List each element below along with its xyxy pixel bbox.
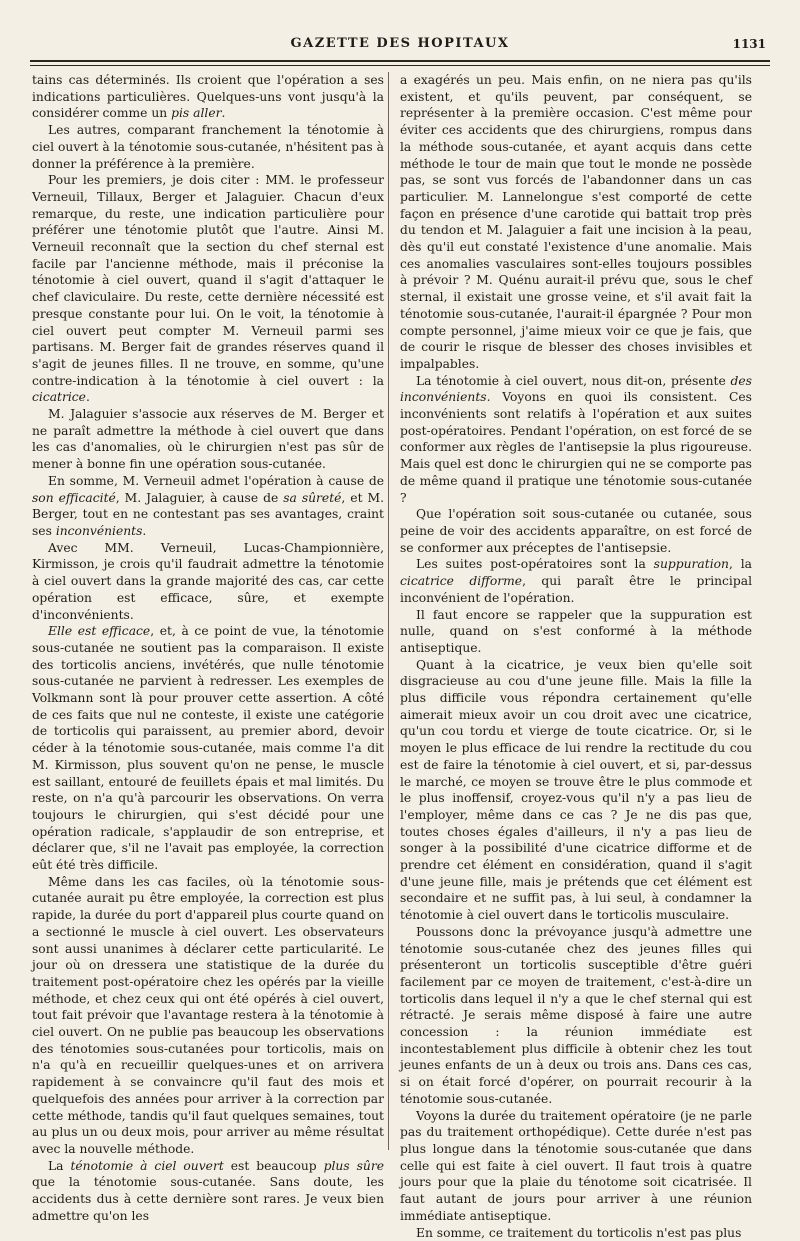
text-run: Que l'opération soit sous-cutanée ou cutanée, sous peine de voir des accidents apparaître, on est forcé de se conformer aux préceptes de l'antisepsie. bbox=[400, 507, 752, 555]
italic-text: inconvénients bbox=[55, 523, 143, 538]
text-run: . bbox=[142, 523, 147, 538]
text-run: Les autres, comparant franchement la ténotomie à ciel ouvert à la ténotomie sous-cutanée, n'hésitent pas à donner la préférence à la première. bbox=[32, 123, 384, 171]
paragraph bbox=[400, 373, 752, 507]
paragraph bbox=[32, 623, 384, 874]
text-run: Quant à la cicatrice, je veux bien qu'elle soit disgracieuse au cou d'une jeune fille. Mais la fille la plus difficile vous répondra certainement qu'elle aimerait mieux avoir un cou droit avec une cicatrice, qu'un cou tordu et vierge de toute cicatrice. Or, si le moyen le plus efficace de lui rendre la rectitude du cou est de faire la ténotomie à ciel ouvert, et si, par-dessus le marché, ce moyen se trouve être le plus commode et le plus inoffensif, croyez-vous qu'il n'y a pas lieu de l'employer, même dans ce cas ? Je ne dis pas que, toutes choses égales d'ailleurs, il n'y a pas lieu de songer à la possibilité d'une cicatrice difforme et de prendre cet élément en considération, quand il s'agit d'une jeune fille, mais je prétends que cet élément est secondaire et ne suffit pas, à lui seul, à condamner la ténotomie à ciel ouvert dans le torticolis musculaire. bbox=[400, 657, 752, 923]
page-number: 1131 bbox=[732, 37, 766, 51]
text-run: Pour les premiers, je dois citer : MM. le professeur Verneuil, Tillaux, Berger et Jalaguier. Chacun d'eux remarque, du reste, une indication particulière pour préférer une ténotomie plutôt que l'autre. Ainsi M. Verneuil reconnaît que la section du chef sternal est facile par l'ancienne méthode, mais il préconise la ténotomie à ciel ouvert, quand il s'agit d'attaquer le chef claviculaire. Du reste, cette dernière nécessité est presque constante pour lui. On le voit, la ténotomie à ciel ouvert peut compter M. Verneuil parmi ses partisans. M. Berger fait de grandes réserves quand il s'agit de jeunes filles. Il ne trouve, en somme, qu'une contre-indication à la ténotomie à ciel ouvert : la bbox=[32, 173, 384, 388]
text-run: Même dans les cas faciles, où la ténotomie sous-cutanée aurait pu être employée, la correction est plus rapide, la durée du port d'appareil plus courte quand on a sectionné le muscle à ciel ouvert. Les observateurs sont aussi unanimes à déclarer cette particularité. Le jour où on dressera une statistique de la durée du traitement post-opératoire chez les opérés par la vieille méthode, et chez ceux qui ont été opérés à ciel ouvert, tout fait prévoir que l'avantage restera à la ténotomie à ciel ouvert. On ne publie pas beaucoup les observations des ténotomies sous-cutanées pour torticolis, mais on n'a qu'à en recueillir quelques-unes et on arrivera rapidement à se convaincre qu'il faut des mois et quelquefois des années pour arriver à la correction par cette méthode, tandis qu'il faut quelques semaines, tout au plus un ou deux mois, pour arriver au même résultat avec la nouvelle méthode. bbox=[32, 874, 384, 1156]
left-column bbox=[32, 72, 384, 1223]
paragraph bbox=[400, 924, 752, 1108]
text-run: Il faut encore se rappeler que la suppuration est nulle, quand on s'est conformé à la méthode antiseptique. bbox=[400, 607, 752, 655]
text-run: est beaucoup bbox=[223, 1158, 324, 1173]
italic-text: suppuration bbox=[653, 557, 729, 572]
journal-title: GAZETTE DES HOPITAUX bbox=[290, 36, 510, 51]
paragraph bbox=[400, 72, 752, 373]
paragraph bbox=[400, 556, 752, 606]
paragraph bbox=[400, 657, 752, 924]
italic-text: ténotomie à ciel ouvert bbox=[70, 1158, 224, 1173]
text-run: Voyons la durée du traitement opératoire (je ne parle pas du traitement orthopédique). Cette durée n'est pas plus longue dans la ténotomie sous-cutanée que dans celle qui est faite à ciel ouvert. Il faut trois à quatre jours pour que la plaie du ténotome soit cicatrisée. Il faut autant de jours pour arriver à une réunion immédiate antiseptique. bbox=[400, 1108, 752, 1223]
right-column bbox=[400, 72, 753, 1240]
paragraph bbox=[400, 607, 752, 657]
text-run: . bbox=[221, 106, 226, 121]
header-rule-thin bbox=[30, 65, 770, 66]
text-run: tains cas déterminés. Ils croient que l'opération a ses indications particulières. Quelques-uns vont jusqu'à la considérer comme un bbox=[32, 73, 384, 121]
paragraph bbox=[400, 1225, 752, 1241]
text-run: La ténotomie à ciel ouvert, nous dit-on, présente bbox=[416, 373, 731, 388]
text-run: En somme, M. Verneuil admet l'opération à cause de bbox=[48, 473, 384, 488]
paragraph bbox=[32, 540, 384, 624]
text-run: que la ténotomie sous-cutanée. Sans doute, les accidents dus à cette dernière sont rares. Je veux bien admettre qu'on les bbox=[32, 1175, 384, 1223]
paragraph bbox=[32, 1158, 384, 1225]
text-run: . bbox=[85, 390, 90, 405]
text-run: Poussons donc la prévoyance jusqu'à admettre une ténotomie sous-cutanée chez des jeunes filles qui présenteront un torticolis susceptible d'être guéri facilement par ce moyen de traitement, c'est-à-dire un torticolis dans lequel il n'y a que le chef sternal qui est rétracté. Je serais même disposé à faire une autre concession : la réunion immédiate est incontestablement plus difficile à obtenir chez les tout jeunes enfants de un à deux ou trois ans. Dans ces cas, si on était forcé d'opérer, on pourrait recourir à la ténotomie sous-cutanée. bbox=[400, 924, 752, 1106]
italic-text: sa sûreté bbox=[283, 490, 342, 505]
text-run: , et M. Berger, tout en ne contestant pas ses avantages, craint ses bbox=[32, 490, 384, 538]
text-run: , qui paraît être le principal inconvénient de l'opération. bbox=[400, 574, 753, 605]
text-run: , et, à ce point de vue, la ténotomie sous-cutanée ne soutient pas la comparaison. Il existe des torticolis anciens, invétérés, que nulle ténotomie sous-cutanée ne parvient à redresser. Les exemples de Volkmann sont là pour prouver cette assertion. A côté de ces faits que nul ne conteste, il existe une catégorie de torticolis qui paraissent, au premier abord, devoir céder à la ténotomie sous-cutanée, mais comme l'a dit M. Kirmisson, plus souvent qu'on ne pense, le muscle est saillant, entouré de feuillets épais et mal limités. Du reste, on n'a qu'à parcourir les observations. On verra toujours le chirurgien, qui s'est décidé pour une opération radicale, s'applaudir de son entreprise, et déclarer que, s'il ne l'avait pas employée, la correction eût été très difficile. bbox=[32, 624, 384, 873]
paragraph bbox=[32, 72, 384, 122]
text-run: En somme, ce traitement du torticolis n'est pas plus bbox=[416, 1225, 742, 1240]
paragraph bbox=[32, 473, 384, 540]
text-run: M. Jalaguier s'associe aux réserves de M. Berger et ne paraît admettre la méthode à ciel ouvert que dans les cas d'anomalies, où le chirurgien n'est pas sûr de mener à bonne fin une opération sous-cutanée. bbox=[32, 407, 384, 472]
paragraph bbox=[400, 1108, 752, 1225]
page-header bbox=[30, 36, 770, 56]
text-run: . Voyons en quoi ils consistent. Ces inconvénients sont relatifs à l'opération et aux suites post-opératoires. Pendant l'opération, on est forcé de se conformer aux règles de l'antisepsie la plus rigoureuse. Mais quel est donc le chirurgien qui ne se comporte pas de même quand il pratique une ténotomie sous-cutanée ? bbox=[400, 390, 752, 505]
paragraph bbox=[32, 874, 384, 1158]
paragraph bbox=[32, 172, 384, 406]
text-run: Les suites post-opératoires sont la bbox=[416, 557, 654, 572]
italic-text: Elle est efficace bbox=[48, 624, 151, 639]
italic-text: pis aller bbox=[171, 106, 222, 121]
italic-text: son efficacité bbox=[32, 490, 116, 505]
italic-text: plus sûre bbox=[323, 1158, 384, 1173]
header-rule-thick bbox=[30, 60, 770, 62]
paragraph bbox=[400, 506, 752, 556]
italic-text: des inconvénients bbox=[400, 373, 752, 405]
paragraph bbox=[32, 406, 384, 473]
italic-text: cicatrice bbox=[32, 390, 86, 405]
italic-text: cicatrice difforme bbox=[400, 574, 523, 589]
column-divider bbox=[388, 72, 389, 1150]
text-run: La bbox=[48, 1158, 71, 1173]
text-run: , M. Jalaguier, à cause de bbox=[115, 490, 284, 505]
text-run: Avec MM. Verneuil, Lucas-Championnière, Kirmisson, je crois qu'il faudrait admettre la ténotomie à ciel ouvert dans la grande majorité des cas, car cette opération est efficace, sûre, et exempte d'inconvénients. bbox=[32, 540, 384, 622]
text-run: a exagérés un peu. Mais enfin, on ne niera pas qu'ils existent, et qu'ils peuvent, par conséquent, se représenter à la première occasion. C'est même pour éviter ces accidents que des chirurgiens, rompus dans la méthode sous-cutanée, et ayant acquis dans cette méthode le tour de main que tout le monde ne possède pas, se sont vus forcés de l'abandonner dans un cas particulier. M. Lannelongue s'est comporté de cette façon en présence d'une carotide qui battait trop près du tendon et M. Jalaguier a fait une incision à la peau, dès qu'il eut constaté l'existence d'une anomalie. Mais ces anomalies vasculaires sont-elles toujours possibles à prévoir ? M. Quénu aurait-il prévu que, sous le chef sternal, il existait une grosse veine, et s'il avait fait la ténotomie sous-cutanée, l'aurait-il épargnée ? Pour mon compte personnel, j'aime mieux voir ce que je fais, que de courir le risque de blesser des choses invisibles et impalpables. bbox=[400, 73, 752, 371]
paragraph bbox=[32, 122, 384, 172]
text-run: , la bbox=[728, 557, 752, 572]
